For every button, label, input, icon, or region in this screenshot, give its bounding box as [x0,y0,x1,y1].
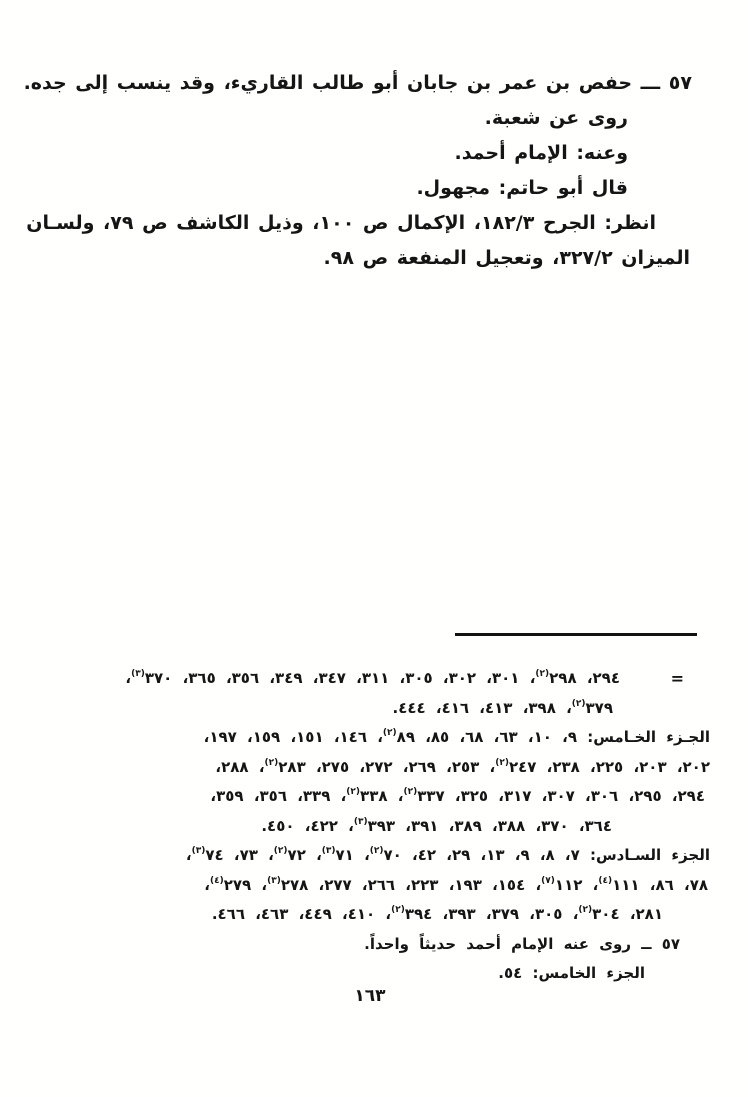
footnote-line: ٣٧٩$^{(٢)}$، ٣٩٨، ٤١٣، ٤١٦، ٤٤٤. [392,698,613,717]
footnote-line: ٣٦٤، ٣٧٠، ٣٨٨، ٣٨٩، ٣٩١، ٣٩٣$^{(٣)}$، ٤٢٢، ٤٥٠. [261,816,612,835]
footnote-separator-rule [455,633,697,636]
footnote-line-part-six: الجزء السـادس: ٧، ٨، ٩، ١٣، ٢٩، ٤٢، ٧٠$^{(٢)}$، ٧١$^{(٣)}$، ٧٢$^{(٢)}$، ٧٣، ٧٤$^{(٣)}$، [185,846,710,864]
entry-57-block [23,66,692,276]
footnote-line: ٧٨، ٨٦، ١١١$^{(٤)}$، ١١٢$^{(٧)}$، ١٥٤، ١٩٣، ٢٢٣، ٢٦٦، ٢٧٧، ٢٧٨$^{(٣)}$، ٢٧٩$^{(٤)}$، [204,875,708,894]
footnote-line-part-five: الجـزء الخـامس: ٩، ١٠، ٦٣، ٦٨، ٨٥، ٨٩$^{(٢)}$، ١٤٦، ١٥١، ١٥٩، ١٩٧، [203,728,710,746]
footnote-line-part-five-54: الجزء الخامس: ٥٤. [498,964,645,982]
entry-line-abu-hatim: قال أبو حاتم: مجهول. [416,177,628,199]
page-number: ١٦٣ [354,986,386,1006]
footnote-block [36,664,710,989]
footnote-line: ٢٩٤، ٢٩٨$^{(٢)}$، ٣٠١، ٣٠٢، ٣٠٥، ٣١١، ٣٤٧، ٣٤٩، ٣٥٦، ٣٦٥، ٣٧٠$^{(٣)}$، [125,669,620,687]
footnote-entry-57-line: ٥٧ ــ روى عنه الإمام أحمد حديثاً واحداً. [364,934,680,953]
footnote-line: ٢٠٢، ٢٠٣، ٢٢٥، ٢٣٨، ٢٤٧$^{(٢)}$، ٢٥٣، ٢٦٩، ٢٧٢، ٢٧٥، ٢٨٣$^{(٢)}$، ٢٨٨، [215,757,710,776]
entry-line-narrated-from: روى عن شعبة. [484,107,628,129]
footnote-line: ٢٩٤، ٢٩٥، ٣٠٦، ٣٠٧، ٣١٧، ٣٢٥، ٣٣٧$^{(٢)}$، ٣٣٨$^{(٢)}$، ٣٣٩، ٣٥٦، ٣٥٩، [210,787,705,805]
entry-line-references-1: انظر: الجرح ١٨٢/٣، الإكمال ص ١٠٠، وذيل الكاشف ص ٧٩، ولسـان [26,212,656,234]
footnote-line: ٢٨١، ٣٠٤$^{(٢)}$، ٣٠٥، ٣٧٩، ٣٩٣، ٣٩٤$^{(٢)}$، ٤١٠، ٤٤٩، ٤٦٣، ٤٦٦. [211,905,663,923]
continuation-equals-mark: = [670,669,684,688]
entry-line-narrated-by: وعنه: الإمام أحمد. [454,142,628,164]
entry-line-references-2: الميزان ٣٢٧/٢، وتعجيل المنفعة ص ٩٨. [323,247,690,269]
entry-heading-line: ٥٧ ـــ حفص بن عمر بن جابان أبو طالب القاريء، وقد ينسب إلى جده. [23,72,692,94]
